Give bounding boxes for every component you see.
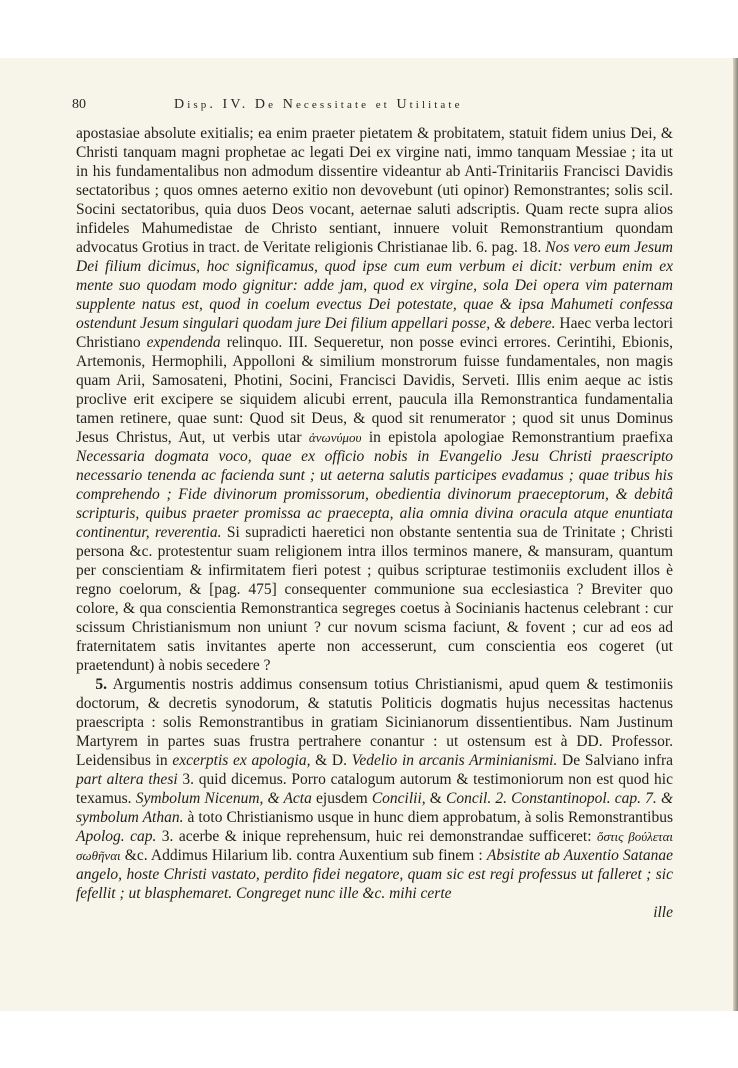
page-edge-shadow [733, 58, 738, 1011]
section-number: 5. [95, 676, 108, 693]
paragraph-1: apostasiae absolute exitialis; ea enim praeter pietatem & probitatem, statuit fidem unius Dei, & Christi tanquam magni prophetae ac legati Dei ex virgine nati, immo tanquam Messiae ; ita ut in his fundamentalibus non admodum dissentire videantur ab Anti-Trinitariis Francisci Davidis sectatoribus ; quos omnes aeterno exitio non devovebunt (uti opinor) Remonstrantes; solis scil. Socini sectatoribus, quia duos Deos vocant, aeternae saluti adscriptis. Quam recte supra alios infideles Mahumedistae de Christo sentiant, innuere voluit Remonstrantium quondam advocatus Grotius in tract. de Veritate religionis Christianae lib. 6. pag. 18. Nos vero eum Jesum Dei filium dicimus, hoc significamus, quod ipse cum eum verbum ei dicit: verbum enim ex mente suo quodam modo gignitur: adde jam, quod ex virgine, sola Dei opera vim paternam supplente natus est, quod in coelum evectus Dei potestate, quae & ipsa Mahumeti confessa ostendunt Jesum singulari quodam jure Dei filium appellari posse, & debere. Haec verba lectori Christiano expendenda relinquo. III. Sequeretur, non posse evinci errores. Cerintihi, Ebionis, Artemonis, Hermophili, Appolloni & similium monstrorum fuisse fundamentales, non magis quam Arii, Samosateni, Photini, Socini, Francisci Davidis, Serveti. Illis enim aeque ac istis proclive erit excipere se siquidem alicubi errent, paucula illa Remonstrantica fundamentalia tamen retinere, quae sunt: Quod sit Deus, & quod sit renumerator ; quod sit unus Dominus Jesus Christus, Aut, ut verbis utar ἀνωνύμου in epistola apologiae Remonstrantium praefixa Necessaria dogmata voco, quae ex officio nobis in Evangelio Jesu Christi praescripto necessario tenenda ac facienda sunt ; ut aeterna salutis participes evadamus ; quae tribus his comprehendo ; Fide divinorum promissorum, obedientia divinorum praeceptorum, & debitâ scripturis, quibus praeter promissa ac praecepta, alia omnia divina oracula atque enuntiata continentur, reverentia. Si supradicti haeretici non obstante sententia sua de Trinitate ; Christi persona &c. protestentur suam religionem intra illos terminos manere, & mansuram, quantum per conscientiam & infirmitatem fieri potest ; quibus scripturae testimoniis excludent illos è regno coelorum, & [pag. 475] consequenter communione sua ecclesiastica ? Breviter quo colore, & qua conscientia Remonstrantica segreges coetus à Socinianis hactenus celebrant : cur scissum Christianismum non uniunt ? cur novum scisma faciunt, & fovent ; cur ad eos ad fraternitatem satis invitantes aperte non accesserunt, cum conscientia eos cogeret (ut praetendunt) à nobis secedere ? [76, 125, 674, 674]
page-number: 80 [72, 97, 86, 112]
paragraph-2: 5. Argumentis nostris addimus consensum totius Christianismi, apud quem & testimoniis doctorum, & decretis synodorum, & statutis Politicis dogmatis hujus necessitas hactenus praescripta : solis Remonstrantibus in gratiam Sicinianorum dissentientibus. Nam Justinum Martyrem in partes suas frustra pertrahere conantur : ut ostensum est à DD. Professor. Leidensibus in excerptis ex apologia, & D. Vedelio in arcanis Arminianismi. De Salviano infra part altera thesi 3. quid dicemus. Porro catalogum autorum & testimoniorum non est quod hic texamus. Symbolum Nicenum, & Acta ejusdem Concilii, & Concil. 2. Constantinopol. cap. 7. & symbolum Athan. à toto Christianismo usque in hunc diem approbatum, à solis Remonstrantibus Apolog. cap. 3. acerbe & inique reprehensum, huic rei demonstrandae sufficeret: ὅστις βούλεται σωθῆναι &c. Addimus Hilarium lib. contra Auxentium sub finem : Absistite ab Auxentio Satanae angelo, hoste Christi vastato, perdito fidei negatore, quam sic est regi professus ut falleret ; sic fefellit ; ut blasphemaret. Congreget nunc ille &c. mihi certe [76, 676, 674, 902]
running-title: Disp. IV. De Necessitate et Utilitate [174, 97, 463, 112]
catchword: ille [653, 904, 673, 921]
main-text [76, 124, 673, 922]
